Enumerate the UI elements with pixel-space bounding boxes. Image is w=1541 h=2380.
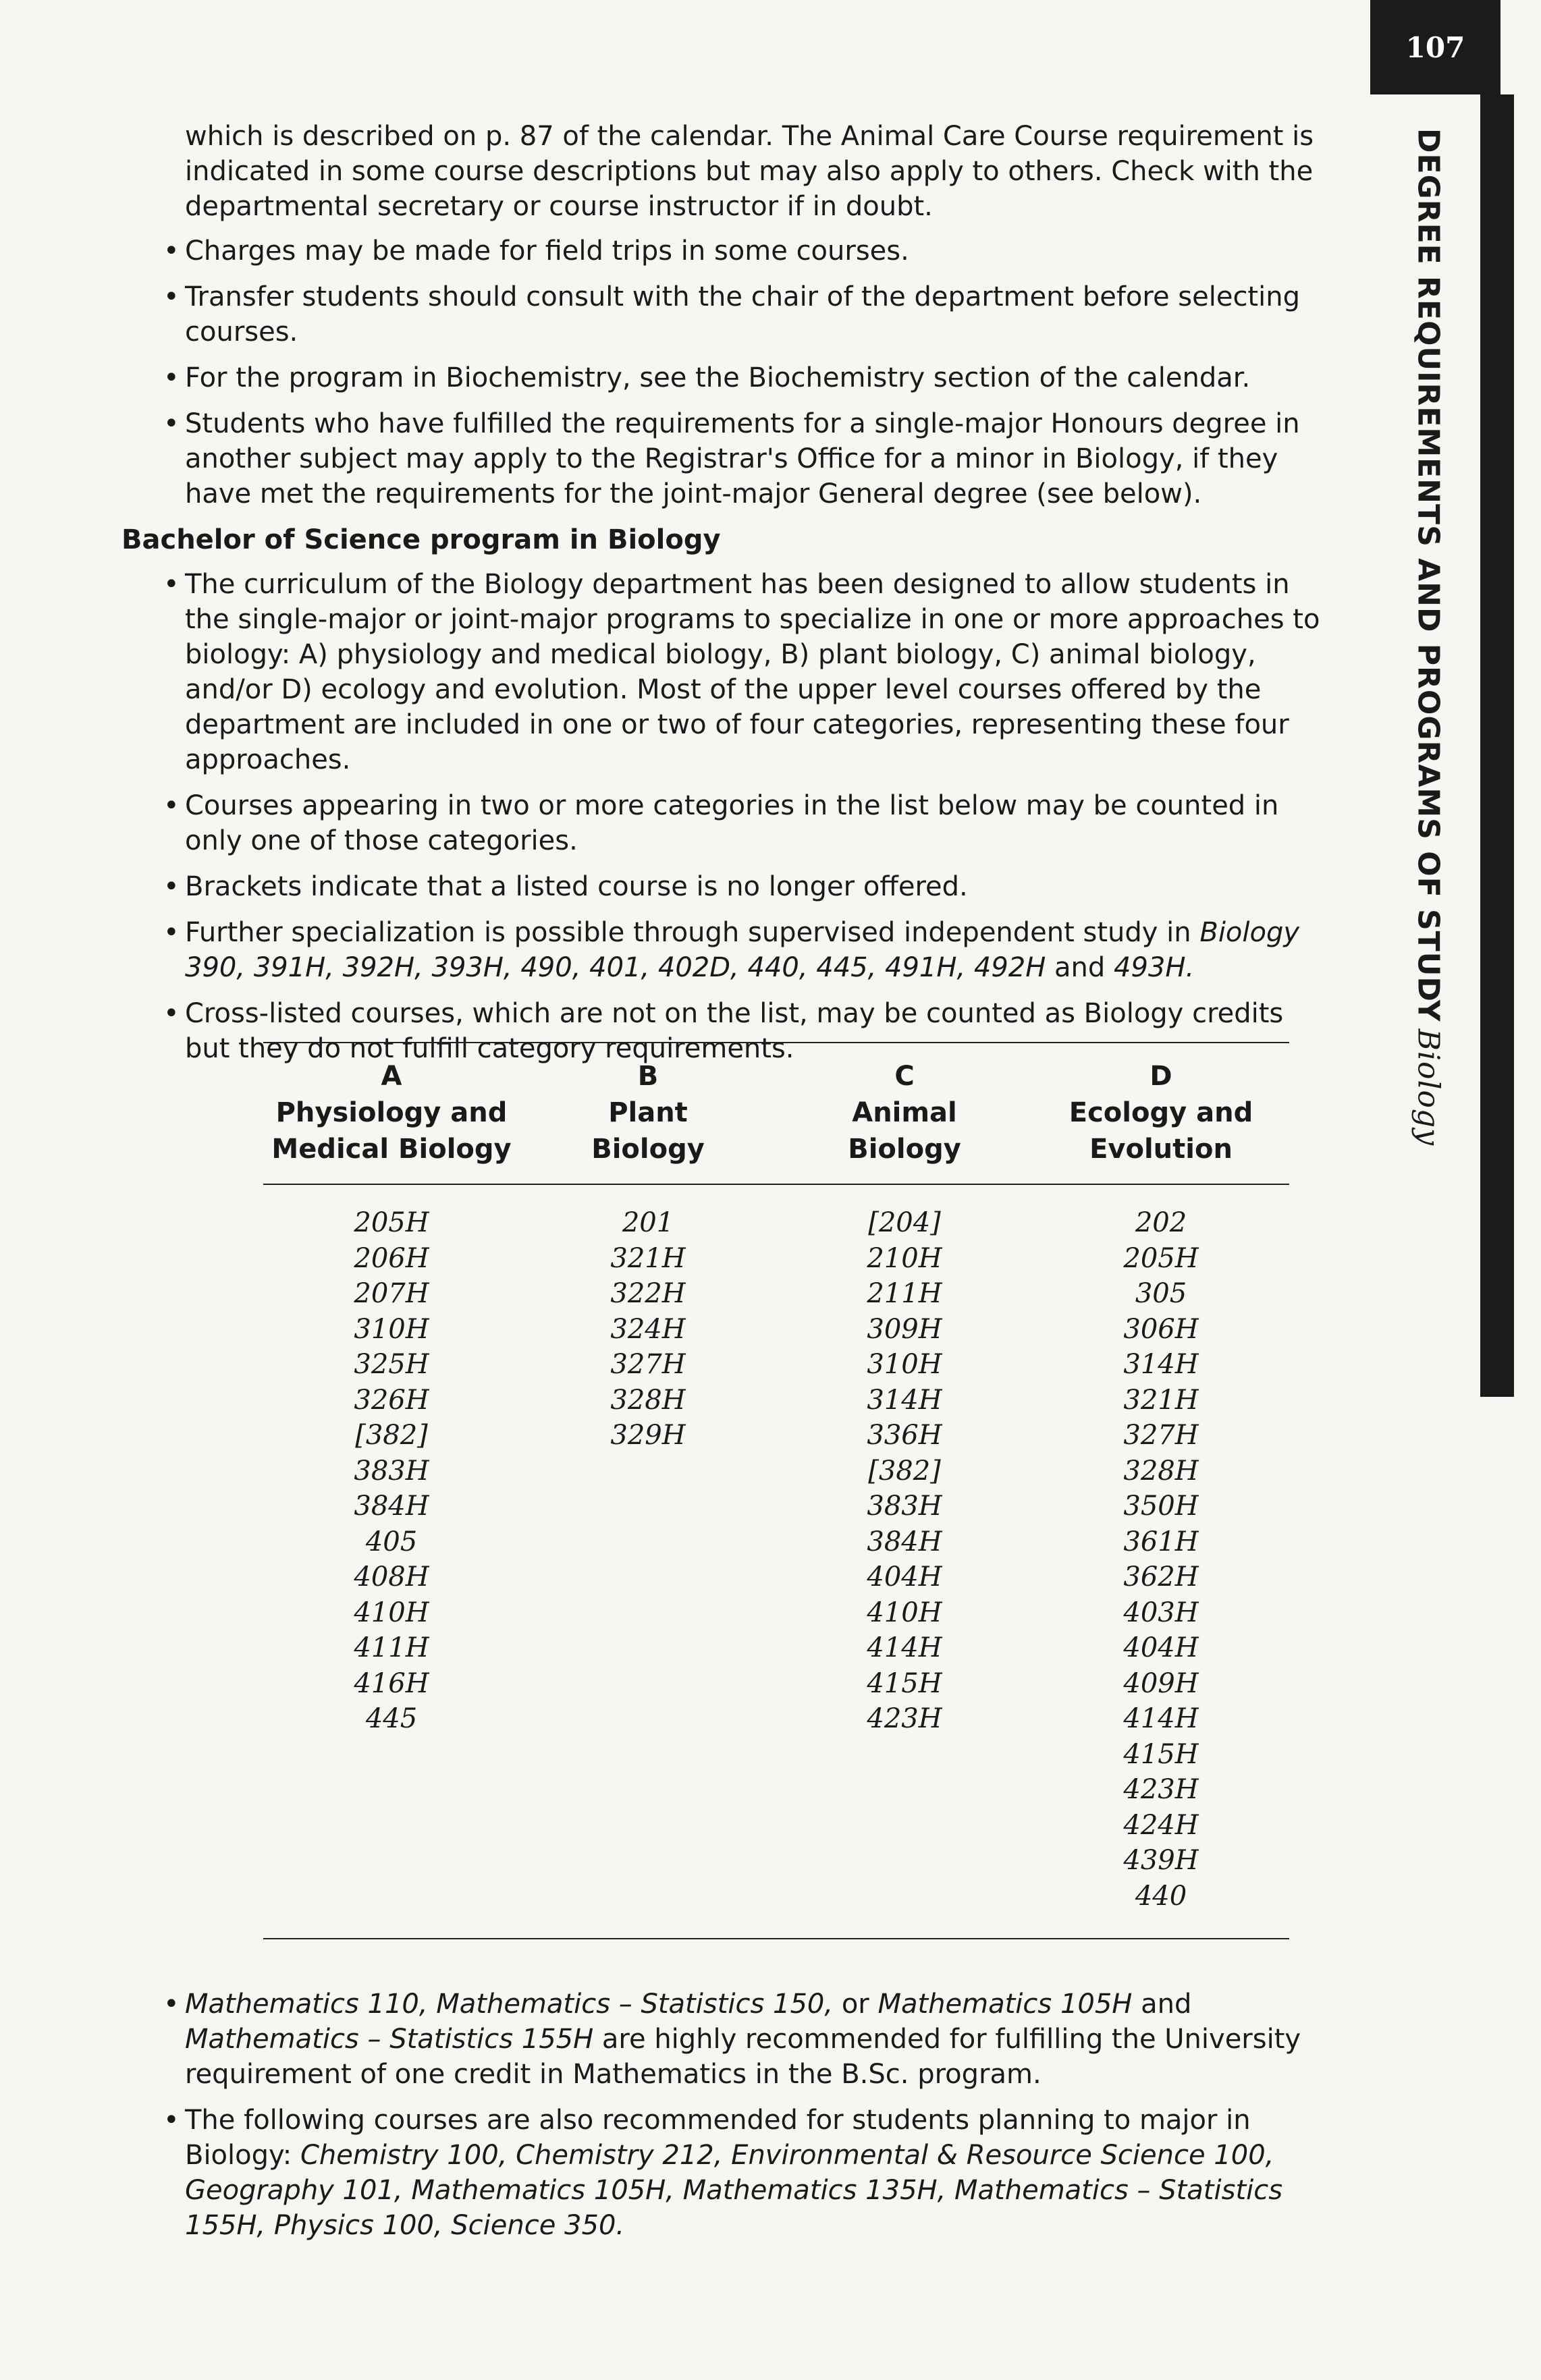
course-cell: 211H bbox=[867, 1278, 942, 1309]
column-letter: C bbox=[894, 1061, 915, 1092]
course-cell: 404H bbox=[1123, 1632, 1199, 1663]
table-body bbox=[263, 1205, 1289, 1914]
course-cell: 328H bbox=[1123, 1455, 1199, 1487]
bullet-curriculum: • The curriculum of the Biology department has been designed to allow students in the single-major or joint-major programs to specialize in one or more approaches to biology: A) physiology and medical biology, B) plant biology, C) animal biology, and/or D) ecology and evolution. Most of the upper level courses offered by the department are included in one or two of four categories, representing these four approaches. bbox=[121, 567, 1336, 777]
course-cell: 202 bbox=[1135, 1207, 1187, 1238]
column-name-line2: Evolution bbox=[1089, 1134, 1233, 1165]
course-cell: [382] bbox=[355, 1420, 428, 1451]
course-cell: 408H bbox=[354, 1561, 429, 1593]
course-cell: 210H bbox=[867, 1242, 942, 1274]
course-cell: 424H bbox=[1123, 1809, 1199, 1841]
column-name-line2: Biology bbox=[848, 1134, 961, 1165]
course-cell: 310H bbox=[354, 1313, 429, 1345]
course-cell: 361H bbox=[1123, 1526, 1199, 1557]
course-cell: 411H bbox=[354, 1632, 429, 1663]
course-cell: 383H bbox=[867, 1491, 942, 1522]
body-text-bottom bbox=[121, 1977, 1336, 2254]
bullet-brackets: • Brackets indicate that a listed course is no longer offered. bbox=[121, 869, 1336, 904]
bullet-minor: • Students who have fulfilled the requirements for a single-major Honours degree in another subject may apply to the Registrar's Office for a minor in Biology, if they have met the requirements for the joint-major General degree (see below). bbox=[121, 406, 1336, 511]
course-cell: 414H bbox=[867, 1632, 942, 1663]
course-cell: 404H bbox=[867, 1561, 942, 1593]
page-number-tab bbox=[1370, 0, 1501, 94]
course-cell: 439H bbox=[1123, 1845, 1199, 1876]
course-column-c bbox=[776, 1205, 1033, 1914]
column-letter: A bbox=[381, 1061, 402, 1092]
math-requirement: are highly recommended for fulfilling the University requirement of one credit in Mathematics in the B.Sc. program. bbox=[185, 2024, 1301, 2090]
course-cell: 327H bbox=[1123, 1420, 1199, 1451]
course-cell: 414H bbox=[1123, 1703, 1199, 1734]
specialization-and: and bbox=[1054, 952, 1106, 983]
page-number: 107 bbox=[1405, 30, 1465, 64]
course-category-table bbox=[263, 1042, 1289, 1939]
course-cell: 305 bbox=[1135, 1278, 1187, 1309]
course-cell: 306H bbox=[1123, 1313, 1199, 1345]
course-cell: 206H bbox=[354, 1242, 429, 1274]
course-cell: 410H bbox=[354, 1597, 429, 1628]
section-title: DEGREE REQUIREMENTS AND PROGRAMS OF STUDY bbox=[1411, 128, 1446, 1022]
intro-continuation: which is described on p. 87 of the calendar. The Animal Care Course requirement is indicated in some course descriptions but may also apply to others. Check with the departmental secretary or course instructor if in doubt. bbox=[185, 121, 1314, 222]
bullet-biochemistry: • For the program in Biochemistry, see the Biochemistry section of the calendar. bbox=[121, 360, 1336, 395]
table-header-rule bbox=[263, 1184, 1289, 1185]
course-cell: 440 bbox=[1135, 1880, 1187, 1912]
specialization-courses: Biology 390, 391H, 392H, 393H, 490, 401, 402D, 440, 445, 491H, 492H bbox=[185, 917, 1300, 983]
column-name-line2: Medical Biology bbox=[271, 1134, 512, 1165]
column-header-d bbox=[1033, 1043, 1289, 1184]
table-header bbox=[263, 1043, 1289, 1184]
course-cell: 310H bbox=[867, 1349, 942, 1380]
course-cell: 321H bbox=[1123, 1384, 1199, 1416]
course-cell: 423H bbox=[867, 1703, 942, 1734]
column-name-line1: Ecology and bbox=[1069, 1097, 1253, 1128]
column-name-line1: Animal bbox=[852, 1097, 957, 1128]
course-cell: [382] bbox=[868, 1455, 941, 1487]
body-text bbox=[121, 119, 1336, 1077]
bullet-math bbox=[121, 1987, 1336, 2092]
course-cell: 201 bbox=[622, 1207, 674, 1238]
course-cell: 314H bbox=[1123, 1349, 1199, 1380]
course-cell: 309H bbox=[867, 1313, 942, 1345]
math-and: and bbox=[1141, 1989, 1192, 2020]
column-header-c bbox=[776, 1043, 1033, 1184]
course-cell: 409H bbox=[1123, 1667, 1199, 1699]
column-name-line1: Physiology and bbox=[275, 1097, 508, 1128]
course-cell: 207H bbox=[354, 1278, 429, 1309]
course-cell: 362H bbox=[1123, 1561, 1199, 1593]
course-cell: 410H bbox=[867, 1597, 942, 1628]
column-header-b bbox=[520, 1043, 776, 1184]
course-cell: 324H bbox=[610, 1313, 686, 1345]
course-cell: 326H bbox=[354, 1384, 429, 1416]
subsection-title: Biology bbox=[1411, 1028, 1446, 1146]
bullet-categories: • Courses appearing in two or more categories in the list below may be counted in only one of those categories. bbox=[121, 788, 1336, 858]
course-cell: 383H bbox=[354, 1455, 429, 1487]
side-section-label bbox=[1411, 128, 1446, 1146]
specialization-text: Further specialization is possible through supervised independent study in bbox=[185, 917, 1191, 948]
course-cell: 350H bbox=[1123, 1491, 1199, 1522]
course-cell: 415H bbox=[1123, 1738, 1199, 1770]
math-courses-3: Mathematics – Statistics 155H bbox=[185, 2024, 594, 2055]
course-column-a bbox=[263, 1205, 520, 1914]
course-cell: 328H bbox=[610, 1384, 686, 1416]
column-name-line1: Plant bbox=[608, 1097, 688, 1128]
course-cell: 415H bbox=[867, 1667, 942, 1699]
course-cell: 384H bbox=[867, 1526, 942, 1557]
course-cell: 205H bbox=[1123, 1242, 1199, 1274]
column-name-line2: Biology bbox=[591, 1134, 705, 1165]
bullet-specialization bbox=[121, 915, 1336, 985]
course-cell: 384H bbox=[354, 1491, 429, 1522]
course-cell: 314H bbox=[867, 1384, 942, 1416]
course-column-b bbox=[520, 1205, 776, 1914]
course-cell: 325H bbox=[354, 1349, 429, 1380]
bullet-field-trips: • Charges may be made for field trips in some courses. bbox=[121, 233, 1336, 269]
course-cell: 403H bbox=[1123, 1597, 1199, 1628]
course-cell: 445 bbox=[365, 1703, 418, 1734]
course-cell: 321H bbox=[610, 1242, 686, 1274]
course-cell: 329H bbox=[610, 1420, 686, 1451]
side-tab-bar bbox=[1480, 94, 1514, 1397]
course-cell: 322H bbox=[610, 1278, 686, 1309]
math-courses-1: Mathematics 110, Mathematics – Statistics 150, bbox=[185, 1989, 834, 2020]
course-column-d bbox=[1033, 1205, 1289, 1914]
course-cell: 405 bbox=[365, 1526, 418, 1557]
course-cell: 416H bbox=[354, 1667, 429, 1699]
column-letter: B bbox=[637, 1061, 659, 1092]
math-or: or bbox=[841, 1989, 869, 2020]
course-cell: 423H bbox=[1123, 1774, 1199, 1805]
program-heading: Bachelor of Science program in Biology bbox=[121, 524, 721, 555]
recommended-courses: Chemistry 100, Chemistry 212, Environmental & Resource Science 100, Geography 101, Mathematics 105H, Mathematics 135H, Mathematics – Statistics 155H, Physics 100, Science 350. bbox=[185, 2140, 1283, 2241]
bullet-transfer: • Transfer students should consult with the chair of the department before selecting courses. bbox=[121, 279, 1336, 350]
course-cell: 336H bbox=[867, 1420, 942, 1451]
column-header-a bbox=[263, 1043, 520, 1184]
bullet-crosslisted: • Cross-listed courses, which are not on the list, may be counted as Biology credits but they do not fulfill category requirements. bbox=[121, 996, 1336, 1066]
course-cell: 327H bbox=[610, 1349, 686, 1380]
bullet-recommended bbox=[121, 2103, 1336, 2243]
recommended-lead: The following courses are also recommended for students planning to major in Biology: bbox=[185, 2105, 1251, 2171]
course-cell: [204] bbox=[868, 1207, 941, 1238]
table-bottom-rule bbox=[263, 1938, 1289, 1939]
column-letter: D bbox=[1150, 1061, 1172, 1092]
math-courses-2: Mathematics 105H bbox=[877, 1989, 1133, 2020]
course-cell: 205H bbox=[354, 1207, 429, 1238]
specialization-last: 493H. bbox=[1114, 952, 1195, 983]
